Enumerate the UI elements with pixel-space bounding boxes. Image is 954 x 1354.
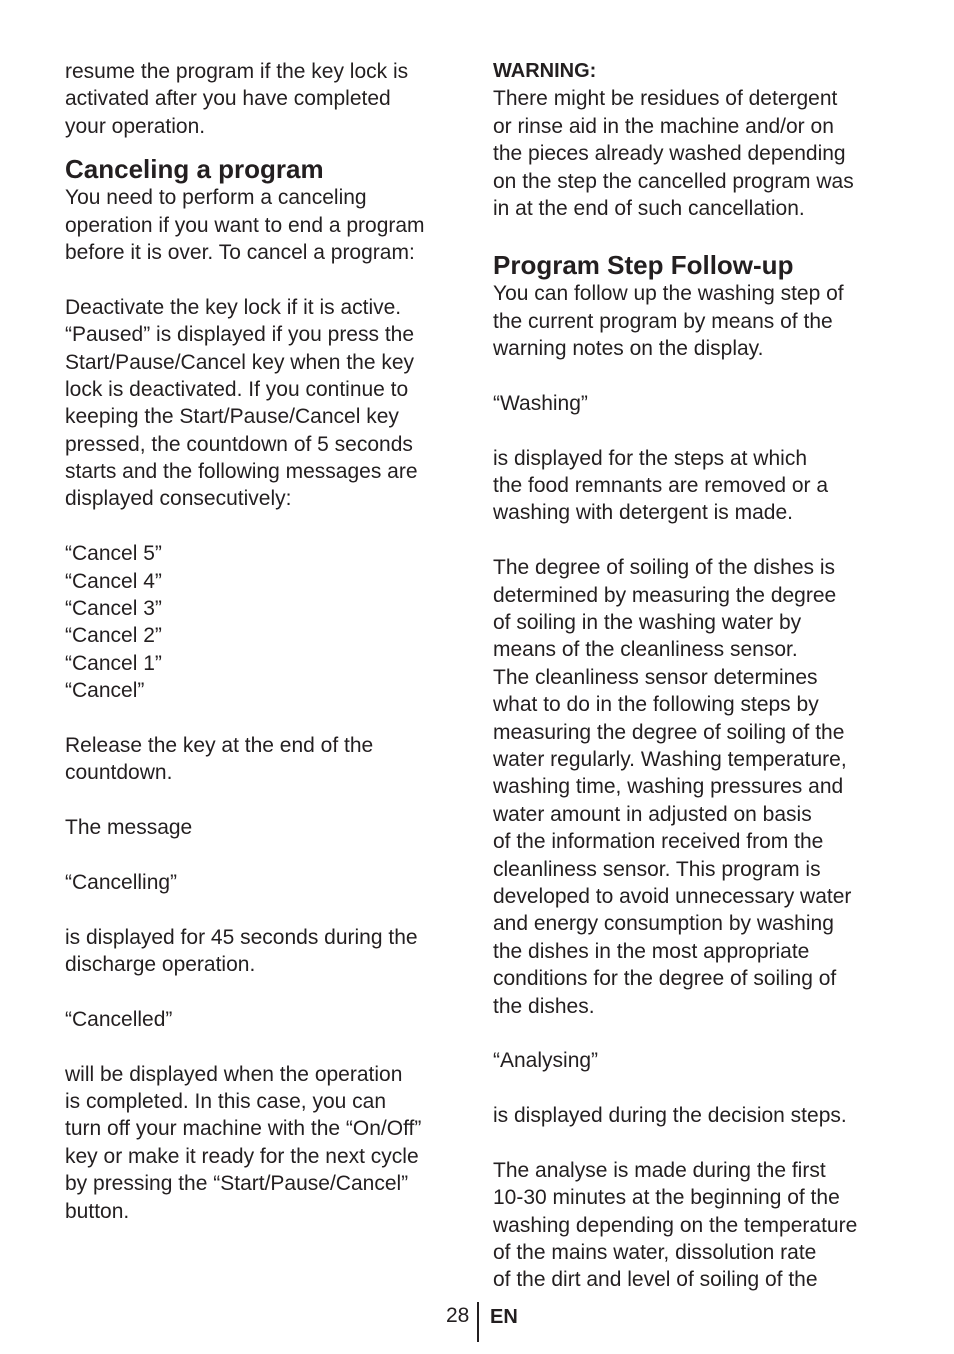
completion-paragraph: will be displayed when the operation is completed. In this case, you can turn off your machine with the “On/Off” key or make it ready for the next cycle by pressing the “Start/Pause/Cancel” button. (65, 1062, 422, 1223)
countdown-message: “Cancel 3” (65, 597, 162, 621)
analyse-paragraph: The analyse is made during the first 10-30 minutes at the beginning of the washing depending on the temperature of the mains water, dissolution rate of the dirt and level of soiling of the (493, 1158, 858, 1292)
page-footer (0, 1302, 954, 1342)
washing-paragraph: is displayed for the steps at which the food remnants are removed or a washing with detergent is made. (493, 446, 829, 525)
warning-label: WARNING: (493, 60, 597, 82)
countdown-message: “Cancel 5” (65, 542, 162, 566)
message-cancelling: “Cancelling” (65, 870, 178, 894)
cancel-intro-paragraph: You need to perform a canceling operation if you want to end a program before it is over. To cancel a program: (65, 186, 425, 264)
release-key-paragraph: Release the key at the end of the countdown. (65, 733, 374, 785)
countdown-message: “Cancel 1” (65, 651, 162, 675)
discharge-paragraph: is displayed for 45 seconds during the discharge operation. (65, 925, 418, 977)
footer-divider (477, 1302, 479, 1342)
cancel-steps-paragraph: Deactivate the key lock if it is active. “Paused” is displayed if you press the Start/Pause/Cancel key when the key lock is deactivated. If you continue to keeping the Start/Pause/Cancel key pressed, the countdown of 5 seconds starts and the following messages are displayed consecutively: (65, 295, 418, 511)
message-analysing: “Analysing” (493, 1049, 599, 1073)
left-column (65, 58, 465, 1225)
decision-steps-text: is displayed during the decision steps. (493, 1104, 847, 1128)
language-code: EN (490, 1306, 518, 1328)
page-number: 28 (446, 1304, 470, 1327)
section-heading-canceling: Canceling a program (65, 154, 324, 185)
countdown-message: “Cancel 4” (65, 569, 162, 593)
right-column (493, 58, 903, 1294)
follow-up-intro-paragraph: You can follow up the washing step of the current program by means of the warning notes on the display. (493, 282, 844, 361)
countdown-messages (65, 540, 465, 704)
message-washing: “Washing” (493, 391, 588, 415)
message-cancelled: “Cancelled” (65, 1007, 173, 1031)
section-heading-follow-up: Program Step Follow-up (493, 250, 794, 281)
countdown-message: “Cancel 2” (65, 624, 162, 648)
warning-paragraph: There might be residues of detergent or rinse aid in the machine and/or on the pieces already washed depending on the step the cancelled program was in at the end of such cancellation. (493, 87, 854, 220)
countdown-message: “Cancel” (65, 679, 145, 703)
sensor-paragraph: The degree of soiling of the dishes is determined by measuring the degree of soiling in the washing water by means of the cleanliness sensor. The cleanliness sensor determines what to do in the following steps by measuring the degree of soiling of the water regularly. Washing temperature, washing time, washing pressures and water amount in adjusted on basis of the information received from the cleanliness sensor. This program is developed to avoid unnecessary water and energy consumption by washing the dishes in the most appropriate conditions for the degree of soiling of the dishes. (493, 556, 852, 1018)
intro-paragraph: resume the program if the key lock is activated after you have completed your operation. (65, 60, 409, 138)
message-intro: The message (65, 816, 193, 840)
